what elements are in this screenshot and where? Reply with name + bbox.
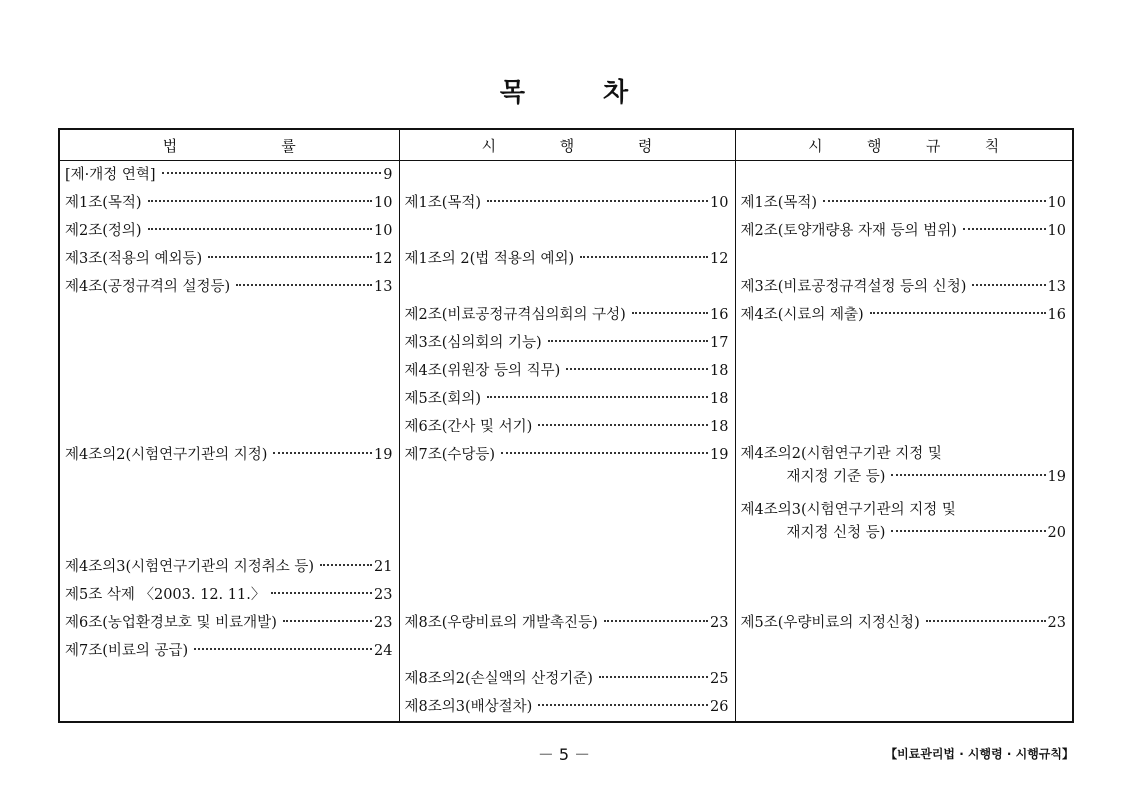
toc-cell-decree bbox=[399, 497, 735, 553]
toc-cell-law bbox=[59, 329, 399, 357]
entry-page: 10 bbox=[1047, 195, 1066, 211]
leader-dots bbox=[236, 284, 372, 286]
toc-cell-rules bbox=[735, 693, 1073, 722]
leader-dots bbox=[548, 340, 708, 342]
toc-cell-law bbox=[59, 609, 399, 637]
entry-page: 10 bbox=[374, 195, 393, 211]
entry-page: 21 bbox=[374, 559, 393, 575]
entry-label: 제5조 삭제 〈2003. 12. 11.〉 bbox=[65, 587, 266, 603]
leader-dots bbox=[148, 228, 372, 230]
leader-dots bbox=[194, 648, 372, 650]
toc-cell-law bbox=[59, 637, 399, 665]
entry-page: 10 bbox=[710, 195, 729, 211]
entry-page: 18 bbox=[710, 419, 729, 435]
leader-dots bbox=[148, 200, 372, 202]
toc-row bbox=[59, 441, 1073, 497]
toc-cell-decree bbox=[399, 581, 735, 609]
toc-cell-rules bbox=[735, 357, 1073, 385]
leader-dots bbox=[320, 564, 372, 566]
leader-dots bbox=[604, 620, 708, 622]
toc-entry[interactable] bbox=[65, 581, 393, 609]
toc-entry[interactable] bbox=[741, 301, 1067, 329]
toc-entry[interactable] bbox=[65, 553, 393, 581]
entry-page: 23 bbox=[710, 615, 729, 631]
leader-dots bbox=[926, 620, 1046, 622]
toc-cell-rules bbox=[735, 273, 1073, 301]
entry-label: 제4조(공정규격의 설정등) bbox=[65, 279, 231, 295]
toc-cell-law bbox=[59, 693, 399, 722]
toc-row bbox=[59, 665, 1073, 693]
toc-cell-law bbox=[59, 385, 399, 413]
toc-row bbox=[59, 273, 1073, 301]
entry-label: 제8조의3(배상절차) bbox=[404, 699, 533, 715]
toc-cell-rules bbox=[735, 161, 1073, 190]
toc-cell-decree bbox=[399, 329, 735, 357]
header-law-char: 법 bbox=[162, 136, 178, 155]
entry-page: 23 bbox=[1047, 615, 1066, 631]
entry-page: 18 bbox=[710, 391, 729, 407]
toc-cell-decree bbox=[399, 665, 735, 693]
leader-dots bbox=[963, 228, 1046, 230]
entry-label-line2: 재지정 신청 등) bbox=[786, 525, 886, 541]
entry-label: 제1조의 2(법 적용의 예외) bbox=[404, 251, 575, 267]
leader-dots bbox=[580, 256, 708, 258]
entry-page: 23 bbox=[374, 615, 393, 631]
toc-entry[interactable] bbox=[741, 441, 1067, 489]
leader-dots bbox=[208, 256, 372, 258]
entry-page: 25 bbox=[710, 671, 729, 687]
entry-page: 13 bbox=[374, 279, 393, 295]
toc-entry[interactable] bbox=[405, 665, 729, 693]
title-right: 차 bbox=[603, 78, 629, 108]
header-decree-char: 령 bbox=[637, 136, 653, 155]
toc-row bbox=[59, 385, 1073, 413]
header-rules-char: 행 bbox=[867, 136, 882, 155]
header-law bbox=[59, 129, 399, 161]
entry-page: 19 bbox=[710, 447, 729, 463]
entry-page: 10 bbox=[1047, 223, 1066, 239]
toc-cell-law bbox=[59, 217, 399, 245]
toc-cell-rules bbox=[735, 385, 1073, 413]
toc-entry[interactable] bbox=[405, 693, 729, 721]
entry-label: 제1조(목적) bbox=[404, 195, 482, 211]
entry-label-line1: 제4조의3(시험연구기관의 지정 및 bbox=[740, 502, 956, 518]
toc-cell-rules bbox=[735, 413, 1073, 441]
header-rules-char: 규 bbox=[925, 136, 941, 155]
leader-dots bbox=[538, 704, 708, 706]
toc-entry[interactable] bbox=[65, 189, 393, 217]
header-decree-char: 시 bbox=[481, 136, 497, 155]
entry-label: 제2조(비료공정규격심의회의 구성) bbox=[404, 307, 626, 323]
entry-page: 26 bbox=[710, 699, 729, 715]
leader-dots bbox=[870, 312, 1046, 314]
leader-dots bbox=[273, 452, 372, 454]
leader-dots bbox=[283, 620, 372, 622]
leader-dots bbox=[162, 172, 382, 174]
toc-cell-decree bbox=[399, 637, 735, 665]
header-rules-char: 시 bbox=[808, 136, 823, 155]
toc-cell-decree bbox=[399, 357, 735, 385]
entry-page: 19 bbox=[1047, 469, 1066, 485]
toc-cell-decree bbox=[399, 161, 735, 190]
toc-entry[interactable] bbox=[405, 357, 729, 385]
toc-cell-rules bbox=[735, 217, 1073, 245]
entry-label: 제2조(토양개량용 자재 등의 범위) bbox=[740, 223, 957, 239]
toc-entry[interactable] bbox=[741, 609, 1067, 637]
toc-entry[interactable] bbox=[741, 217, 1067, 245]
entry-label: [제·개정 연혁] bbox=[65, 167, 156, 183]
toc-cell-rules bbox=[735, 329, 1073, 357]
toc-cell-rules bbox=[735, 301, 1073, 329]
entry-label: 제5조(우량비료의 지정신청) bbox=[740, 615, 920, 631]
toc-cell-rules bbox=[735, 637, 1073, 665]
toc-cell-rules bbox=[735, 581, 1073, 609]
toc-cell-law bbox=[59, 553, 399, 581]
header-law-char: 률 bbox=[281, 136, 296, 155]
toc-entry[interactable] bbox=[405, 385, 729, 413]
toc-cell-law bbox=[59, 273, 399, 301]
entry-page: 23 bbox=[374, 587, 393, 603]
entry-label: 제4조(위원장 등의 직무) bbox=[404, 363, 561, 379]
entry-page: 10 bbox=[374, 223, 393, 239]
entry-page: 13 bbox=[1047, 279, 1066, 295]
leader-dots bbox=[972, 284, 1045, 286]
toc-cell-law bbox=[59, 665, 399, 693]
toc-entry[interactable] bbox=[741, 189, 1067, 217]
toc-entry[interactable] bbox=[65, 609, 393, 637]
toc-row bbox=[59, 217, 1073, 245]
entry-label: 제1조(목적) bbox=[65, 195, 142, 211]
entry-label: 제2조(정의) bbox=[65, 223, 142, 239]
entry-label: 제4조(시료의 제출) bbox=[740, 307, 864, 323]
leader-dots bbox=[538, 424, 708, 426]
toc-entry[interactable] bbox=[65, 637, 393, 665]
toc-cell-decree bbox=[399, 301, 735, 329]
toc-row bbox=[59, 189, 1073, 217]
toc-entry[interactable] bbox=[741, 273, 1067, 301]
toc-cell-decree bbox=[399, 693, 735, 722]
toc-cell-rules bbox=[735, 553, 1073, 581]
toc-entry[interactable] bbox=[405, 189, 729, 217]
toc-cell-decree bbox=[399, 441, 735, 497]
header-rules bbox=[735, 129, 1073, 161]
entry-label: 제3조(비료공정규격설정 등의 신청) bbox=[740, 279, 967, 295]
toc-cell-law bbox=[59, 301, 399, 329]
leader-dots bbox=[566, 368, 708, 370]
toc-cell-law bbox=[59, 441, 399, 497]
page-number: － 5 － bbox=[537, 745, 591, 764]
entry-page: 9 bbox=[383, 167, 393, 183]
toc-cell-decree bbox=[399, 217, 735, 245]
toc-cell-law bbox=[59, 413, 399, 441]
toc-table bbox=[58, 128, 1074, 723]
toc-cell-law bbox=[59, 161, 399, 190]
leader-dots bbox=[271, 592, 372, 594]
entry-page: 18 bbox=[710, 363, 729, 379]
toc-row bbox=[59, 245, 1073, 273]
toc-cell-law bbox=[59, 357, 399, 385]
entry-label: 제6조(간사 및 서기) bbox=[404, 419, 533, 435]
toc-cell-decree bbox=[399, 189, 735, 217]
toc-entry[interactable] bbox=[405, 301, 729, 329]
toc-row bbox=[59, 553, 1073, 581]
leader-dots bbox=[487, 200, 708, 202]
toc-entry[interactable] bbox=[405, 413, 729, 441]
entry-label: 제7조(수당등) bbox=[404, 447, 496, 463]
toc-cell-decree bbox=[399, 413, 735, 441]
toc-cell-law bbox=[59, 189, 399, 217]
entry-label-line2: 재지정 기준 등) bbox=[786, 469, 886, 485]
toc-row bbox=[59, 609, 1073, 637]
toc-cell-rules bbox=[735, 609, 1073, 637]
entry-label: 제6조(농업환경보호 및 비료개발) bbox=[65, 615, 277, 631]
toc-entry[interactable] bbox=[65, 161, 393, 189]
toc-entry[interactable] bbox=[405, 329, 729, 357]
toc-row bbox=[59, 413, 1073, 441]
page-title bbox=[0, 72, 1128, 109]
toc-cell-law bbox=[59, 581, 399, 609]
toc-row bbox=[59, 161, 1073, 190]
toc-cell-decree bbox=[399, 245, 735, 273]
entry-label-line1: 제4조의2(시험연구기관 지정 및 bbox=[740, 446, 942, 462]
header-decree bbox=[399, 129, 735, 161]
entry-page: 12 bbox=[710, 251, 729, 267]
entry-label: 제7조(비료의 공급) bbox=[65, 643, 189, 659]
toc-cell-rules bbox=[735, 245, 1073, 273]
entry-page: 20 bbox=[1047, 525, 1066, 541]
header-decree-char: 행 bbox=[559, 136, 575, 155]
toc-cell-law bbox=[59, 497, 399, 553]
entry-page: 16 bbox=[710, 307, 729, 323]
entry-label: 제4조의2(시험연구기관의 지정) bbox=[65, 447, 268, 463]
toc-entry[interactable] bbox=[405, 609, 729, 637]
toc-entry[interactable] bbox=[65, 217, 393, 245]
toc-cell-decree bbox=[399, 273, 735, 301]
toc-entry[interactable] bbox=[405, 441, 729, 469]
toc-cell-rules bbox=[735, 497, 1073, 553]
toc-cell-law bbox=[59, 245, 399, 273]
toc-row bbox=[59, 497, 1073, 553]
entry-label: 제4조의3(시험연구기관의 지정취소 등) bbox=[65, 559, 315, 575]
toc-cell-rules bbox=[735, 189, 1073, 217]
toc-entry[interactable] bbox=[65, 273, 393, 301]
entry-page: 12 bbox=[374, 251, 393, 267]
toc-entry[interactable] bbox=[65, 441, 393, 469]
entry-label: 제8조(우량비료의 개발촉진등) bbox=[404, 615, 598, 631]
entry-page: 24 bbox=[374, 643, 393, 659]
entry-label: 제3조(심의회의 기능) bbox=[404, 335, 542, 351]
entry-label: 제3조(적용의 예외등) bbox=[65, 251, 203, 267]
leader-dots bbox=[599, 676, 708, 678]
entry-page: 19 bbox=[374, 447, 393, 463]
leader-dots bbox=[823, 200, 1045, 202]
toc-cell-decree bbox=[399, 609, 735, 637]
entry-page: 16 bbox=[1047, 307, 1066, 323]
toc-row bbox=[59, 329, 1073, 357]
toc-row bbox=[59, 301, 1073, 329]
leader-dots bbox=[487, 396, 708, 398]
toc-cell-decree bbox=[399, 553, 735, 581]
title-left: 목 bbox=[499, 78, 525, 108]
entry-label: 제8조의2(손실액의 산정기준) bbox=[404, 671, 593, 687]
leader-dots bbox=[501, 452, 708, 454]
leader-dots bbox=[632, 312, 708, 314]
toc-row bbox=[59, 357, 1073, 385]
entry-page: 17 bbox=[710, 335, 729, 351]
toc-row bbox=[59, 637, 1073, 665]
document-source: 【비료관리법 · 시행령 · 시행규칙】 bbox=[885, 747, 1074, 761]
entry-label: 제1조(목적) bbox=[740, 195, 818, 211]
leader-dots bbox=[891, 474, 1045, 476]
toc-entry[interactable] bbox=[405, 245, 729, 273]
toc-cell-rules bbox=[735, 441, 1073, 497]
toc-cell-rules bbox=[735, 665, 1073, 693]
toc-row bbox=[59, 581, 1073, 609]
entry-label: 제5조(회의) bbox=[404, 391, 482, 407]
toc-entry[interactable] bbox=[741, 497, 1067, 545]
leader-dots bbox=[891, 530, 1045, 532]
toc-entry[interactable] bbox=[65, 245, 393, 273]
toc-cell-decree bbox=[399, 385, 735, 413]
header-rules-char: 칙 bbox=[984, 136, 1000, 155]
toc-row bbox=[59, 693, 1073, 722]
